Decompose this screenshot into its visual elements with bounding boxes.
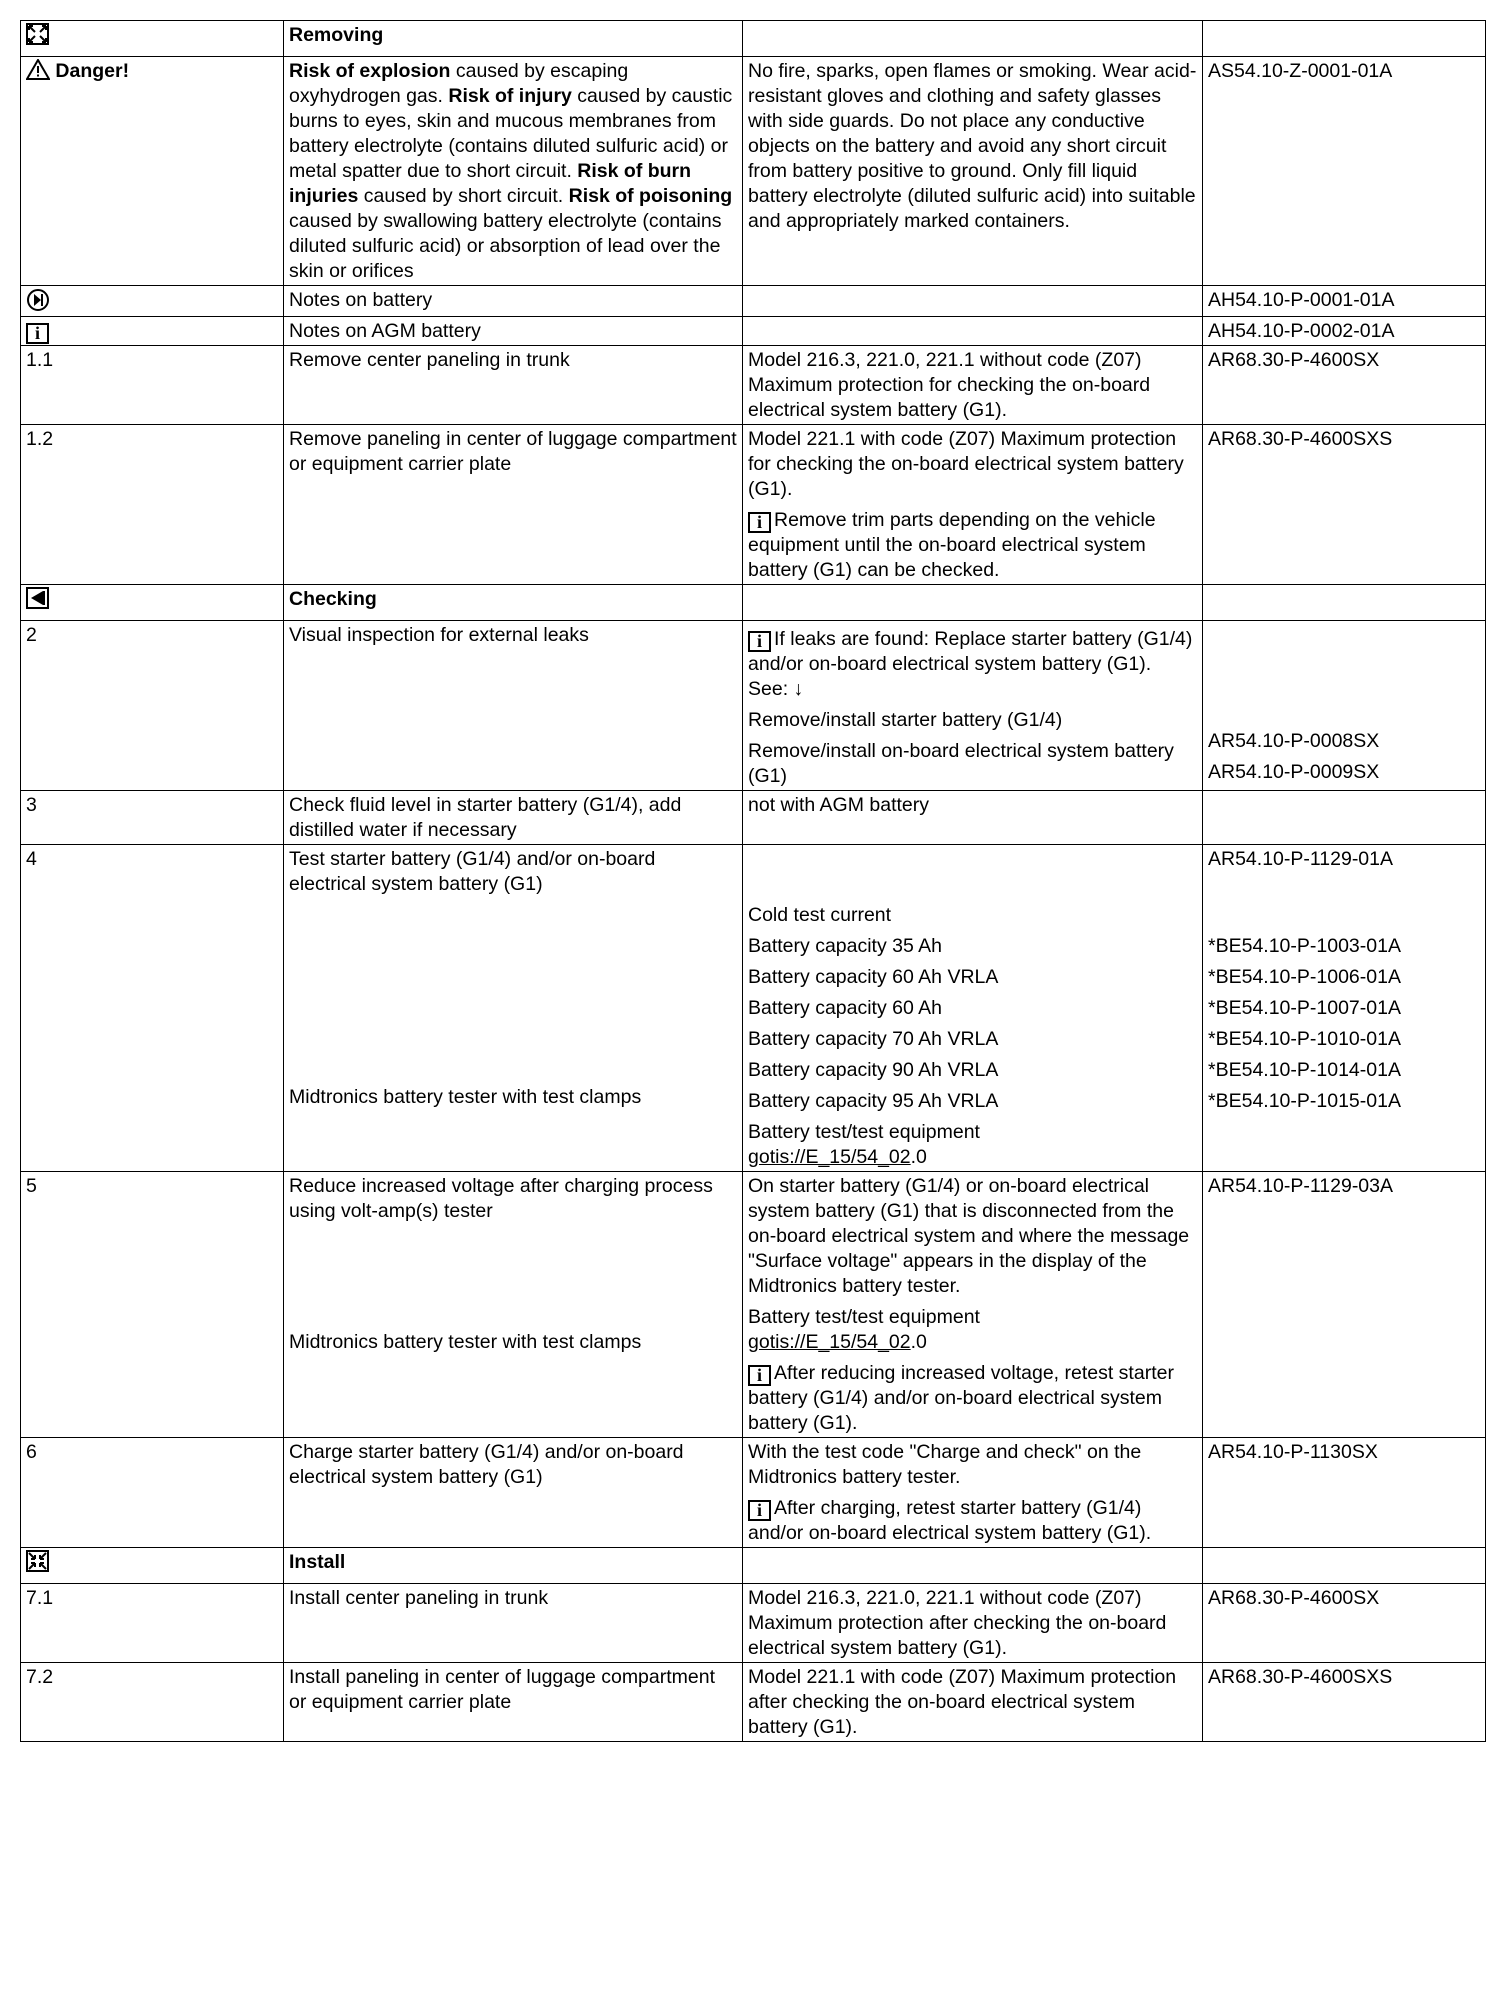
section-title-install: Install [289,1551,346,1573]
step-detail: Model 216.3, 221.0, 221.1 without code (Z07) Maximum protection after checking the on-board electrical system battery (G1). [743,1584,1203,1663]
step-note: After charging, retest starter battery (G1/4) and/or on-board electrical system battery (G1). [748,1497,1152,1544]
removing-icon [26,23,49,45]
risk-explosion-text: caused by escaping oxyhydrogen gas. [289,60,629,107]
step-detail: Model 221.1 with code (Z07) Maximum protection for checking the on-board electrical system battery (G1). [748,428,1184,500]
link-remove-onboard-battery[interactable]: Remove/install on-board electrical system battery (G1) [748,740,1174,787]
step-row [21,346,1486,425]
step-ref[interactable]: AR54.10-P-1129-03A [1203,1172,1486,1438]
gotis-suffix: .0 [910,1146,927,1168]
info-icon: i [748,512,771,533]
risk-injury-text: caused by caustic burns to eyes, skin and mucous membranes from battery electrolyte (contains diluted sulfuric acid) or metal spatter due to short circuit. [289,85,733,182]
tester-label: Midtronics battery tester with test clamps [289,1331,642,1353]
step-ref[interactable]: AR68.30-P-4600SXS [1203,425,1486,585]
gotis-link[interactable]: gotis://E_15/54_02 [748,1331,911,1353]
capacity-item: Battery capacity 60 Ah [748,997,943,1019]
equipment-label: Battery test/test equipment [748,1121,980,1143]
step-ref[interactable]: AR68.30-P-4600SXS [1203,1663,1486,1742]
capacity-item: Battery capacity 70 Ah VRLA [748,1028,999,1050]
step-action: Check fluid level in starter battery (G1/4), add distilled water if necessary [284,791,743,845]
step-ref[interactable]: AR54.10-P-0009SX [1208,761,1380,783]
step-note: If leaks are found: Replace starter battery (G1/4) and/or on-board electrical system battery (G1). [748,628,1193,675]
step-detail: Model 221.1 with code (Z07) Maximum protection after checking the on-board electrical system battery (G1). [743,1663,1203,1742]
info-icon: i [748,631,771,652]
link-remove-starter-battery[interactable]: Remove/install starter battery (G1/4) [748,709,1063,731]
info-icon: i [748,1365,771,1386]
step-number: 7.2 [21,1663,284,1742]
step-number: 4 [21,845,284,1172]
step-number: 1.2 [21,425,284,585]
battery-notes-icon [26,291,50,313]
see-label: See: ↓ [748,678,804,700]
section-header-removing [21,21,1486,57]
danger-row [21,57,1486,286]
capacity-ref[interactable]: *BE54.10-P-1015-01A [1208,1090,1401,1112]
step-row [21,1663,1486,1742]
capacity-item: Battery capacity 95 Ah VRLA [748,1090,999,1112]
step-row [21,791,1486,845]
step-action: Charge starter battery (G1/4) and/or on-board electrical system battery (G1) [284,1438,743,1548]
step-row [21,845,1486,1172]
step-ref[interactable]: AR54.10-P-1129-01A [1208,848,1394,870]
step-row [21,1172,1486,1438]
section-title-removing: Removing [289,24,384,46]
step-row [21,1584,1486,1663]
notes-battery-ref[interactable]: AH54.10-P-0001-01A [1203,286,1486,317]
capacity-ref[interactable]: *BE54.10-P-1006-01A [1208,966,1401,988]
capacity-item: Battery capacity 35 Ah [748,935,943,957]
step-detail: On starter battery (G1/4) or on-board electrical system battery (G1) that is disconnected from the on-board electrical system and where the message "Surface voltage" appears in the display of the Midtronics battery tester. [748,1175,1190,1297]
risk-injury-title: Risk of injury [448,85,572,107]
danger-measures: No fire, sparks, open flames or smoking. Wear acid-resistant gloves and clothing and safety glasses with side guards. Do not place any conductive objects on the battery and avoid any short circuit from battery positive to ground. Only fill liquid battery electrolyte (diluted sulfuric acid) into suitable and appropriately marked containers. [743,57,1203,286]
step-detail: Model 216.3, 221.0, 221.1 without code (Z07) Maximum protection for checking the on-board electrical system battery (G1). [743,346,1203,425]
tester-label: Midtronics battery tester with test clamps [289,1086,642,1108]
checking-icon [26,587,49,609]
info-icon: i [26,323,49,344]
step-ref[interactable]: AR54.10-P-1130SX [1203,1438,1486,1548]
danger-label: Danger! [55,60,130,82]
capacity-ref[interactable]: *BE54.10-P-1010-01A [1208,1028,1401,1050]
capacity-ref[interactable]: *BE54.10-P-1014-01A [1208,1059,1401,1081]
step-action: Remove paneling in center of luggage compartment or equipment carrier plate [284,425,743,585]
notes-agm-label: Notes on AGM battery [284,317,743,346]
notes-agm-row [21,317,1486,346]
gotis-link[interactable]: gotis://E_15/54_02 [748,1146,911,1168]
risk-burn-text: caused by short circuit. [358,185,569,207]
step-action: Visual inspection for external leaks [284,621,743,791]
step-row [21,621,1486,791]
step-ref[interactable]: AR68.30-P-4600SX [1203,1584,1486,1663]
step-ref[interactable]: AR68.30-P-4600SX [1203,346,1486,425]
step-number: 3 [21,791,284,845]
step-row [21,425,1486,585]
risk-explosion-title: Risk of explosion [289,60,451,82]
step-number: 2 [21,621,284,791]
info-icon: i [748,1500,771,1521]
step-detail: not with AGM battery [743,791,1203,845]
capacity-item: Battery capacity 90 Ah VRLA [748,1059,999,1081]
step-ref[interactable]: AR54.10-P-0008SX [1208,730,1380,752]
step-note: After reducing increased voltage, retest starter battery (G1/4) and/or on-board electrical system battery (G1). [748,1362,1174,1434]
equipment-label: Battery test/test equipment [748,1306,980,1328]
notes-battery-label: Notes on battery [284,286,743,317]
risk-poison-text: caused by swallowing battery electrolyte (contains diluted sulfuric acid) or absorption of lead over the skin or orifices [289,210,722,282]
notes-battery-row [21,286,1486,317]
risk-burn-title: Risk of burn injuries [289,160,692,207]
cold-test-label: Cold test current [748,904,892,926]
step-number: 6 [21,1438,284,1548]
gotis-suffix: .0 [910,1331,927,1353]
step-number: 7.1 [21,1584,284,1663]
step-action: Test starter battery (G1/4) and/or on-board electrical system battery (G1) [289,848,656,895]
capacity-ref[interactable]: *BE54.10-P-1003-01A [1208,935,1401,957]
section-title-checking: Checking [289,588,377,610]
step-detail: With the test code "Charge and check" on the Midtronics battery tester. [748,1441,1142,1488]
step-action: Install center paneling in trunk [284,1584,743,1663]
risk-poison-title: Risk of poisoning [568,185,733,207]
step-number: 5 [21,1172,284,1438]
capacity-item: Battery capacity 60 Ah VRLA [748,966,999,988]
danger-risks [284,57,743,286]
section-header-install [21,1548,1486,1584]
section-header-checking [21,585,1486,621]
step-note: Remove trim parts depending on the vehicle equipment until the on-board electrical system battery (G1) can be checked. [748,509,1156,581]
step-action: Remove center paneling in trunk [284,346,743,425]
capacity-ref[interactable]: *BE54.10-P-1007-01A [1208,997,1401,1019]
step-action: Reduce increased voltage after charging process using volt-amp(s) tester [289,1175,713,1222]
step-action: Install paneling in center of luggage compartment or equipment carrier plate [284,1663,743,1742]
step-row [21,1438,1486,1548]
step-number: 1.1 [21,346,284,425]
danger-ref[interactable]: AS54.10-Z-0001-01A [1203,57,1486,286]
notes-agm-ref[interactable]: AH54.10-P-0002-01A [1203,317,1486,346]
warning-triangle-icon [26,60,50,82]
work-instruction-table [20,20,1486,1742]
install-icon [26,1550,49,1572]
